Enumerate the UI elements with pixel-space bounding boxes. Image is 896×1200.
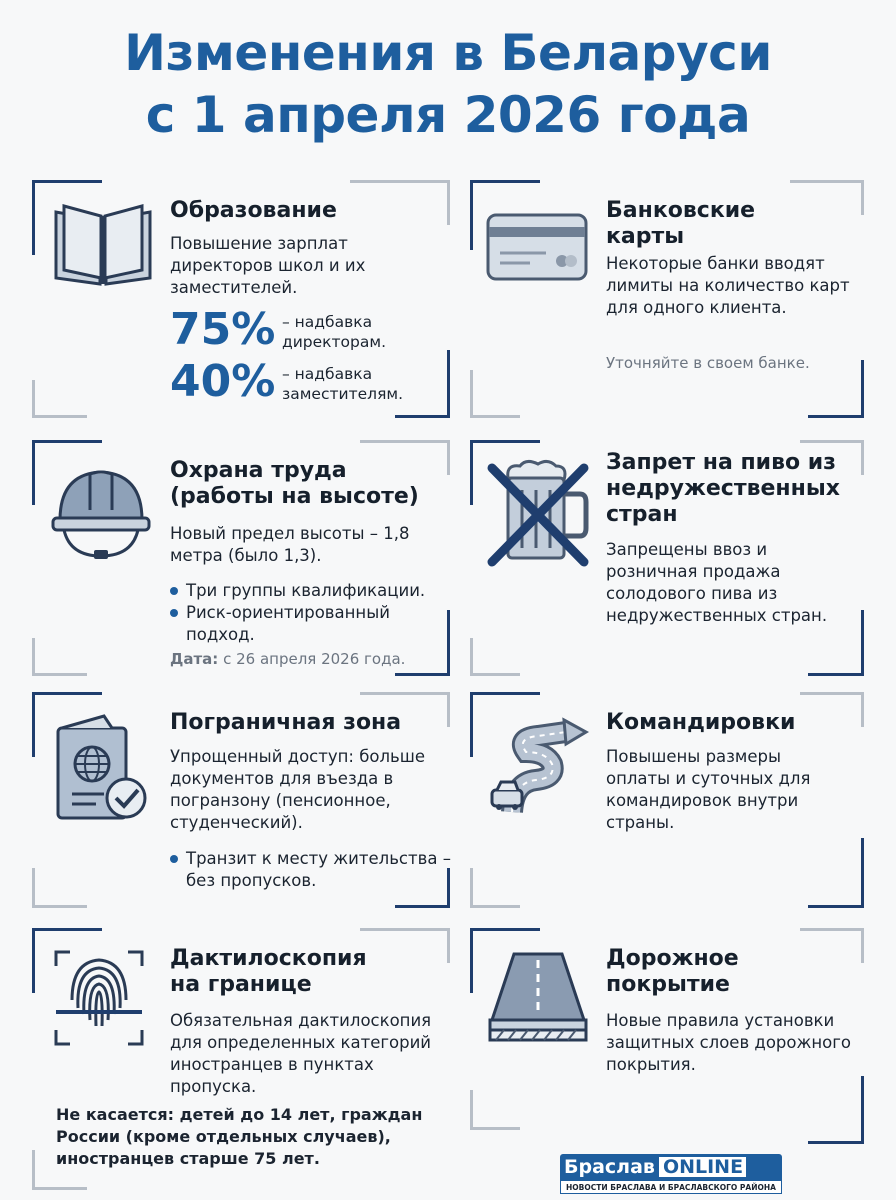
- safety-heading-line-1: Охрана труда: [170, 458, 347, 483]
- border-text: Упрощенный доступ: больше документов для въезда в погранзону (пенсионное, студенческий).: [170, 747, 426, 832]
- education-pct-directors: 75%: [170, 304, 276, 355]
- road-surface-icon: [486, 950, 590, 1044]
- education-pct-deputies-label: – надбавка заместителям.: [282, 365, 404, 403]
- bank-text: Некоторые банки вводят лимиты на количество карт для одного клиента.: [606, 254, 850, 317]
- safety-bullet-1: Три группы квалификации.: [170, 580, 456, 602]
- title-line-1: Изменения в Беларуси: [124, 24, 772, 82]
- trips-heading: Командировки: [606, 710, 796, 735]
- open-book-icon: [48, 200, 158, 290]
- finger-exempt: Не касается: детей до 14 лет, граждан России (кроме отдельных случаев), иностранцев старше 75 лет.: [56, 1105, 423, 1168]
- border-heading: Пограничная зона: [170, 710, 402, 735]
- title-line-2: с 1 апреля 2026 года: [145, 86, 751, 144]
- education-pct-deputies: 40%: [170, 356, 276, 407]
- logo-part-1: Браслав: [564, 1156, 655, 1178]
- passport-icon: [52, 712, 152, 822]
- safety-date: [170, 648, 405, 670]
- finger-heading-line-1: Дактилоскопия: [170, 946, 367, 971]
- trips-text: Повышены размеры оплаты и суточных для командировок внутри страны.: [606, 747, 811, 832]
- safety-date-value: с 26 апреля 2026 года.: [223, 650, 406, 668]
- border-bullet-1: Транзит к месту жительства – без пропусков.: [170, 848, 456, 892]
- safety-bullet-2: Риск-ориентированный подход.: [170, 602, 446, 646]
- logo-part-2: ONLINE: [657, 1155, 748, 1179]
- safety-text: Новый предел высоты – 1,8 метра (было 1,3).: [170, 524, 410, 565]
- education-heading: Образование: [170, 198, 337, 223]
- page-title: [0, 22, 896, 146]
- education-text: Повышение зарплат директоров школ и их заместителей.: [170, 234, 366, 297]
- road-heading-line-2: покрытие: [606, 972, 730, 997]
- safety-date-label: Дата:: [170, 650, 219, 668]
- road-text: Новые правила установки защитных слоев дорожного покрытия.: [606, 1011, 852, 1074]
- finger-heading-line-2: на границе: [170, 972, 312, 997]
- beer-text: Запрещены ввоз и розничная продажа солодового пива из недружественных стран.: [606, 540, 828, 625]
- hard-hat-icon: [50, 462, 152, 562]
- education-pct-directors-label: – надбавка директорам.: [282, 313, 386, 351]
- bank-heading-line-1: Банковские: [606, 198, 756, 223]
- braslav-online-logo: [560, 1154, 782, 1194]
- road-heading-line-1: Дорожное: [606, 946, 739, 971]
- beer-heading-line-3: стран: [606, 502, 678, 527]
- bank-heading-line-2: карты: [606, 224, 685, 249]
- road-car-icon: [486, 712, 590, 816]
- crossed-beer-icon: [484, 458, 594, 568]
- beer-heading-line-1: Запрет на пиво из: [606, 450, 836, 475]
- bank-note: Уточняйте в своем банке.: [606, 354, 810, 372]
- finger-text: Обязательная дактилоскопия для определенных категорий иностранцев в пунктах пропуска.: [170, 1011, 432, 1096]
- fingerprint-icon: [52, 948, 146, 1048]
- logo-subtitle: НОВОСТИ БРАСЛАВА И БРАСЛАВСКОГО РАЙОНА: [560, 1180, 782, 1194]
- bank-card-icon: [486, 213, 588, 281]
- safety-heading-line-2: (работы на высоте): [170, 484, 419, 509]
- beer-heading-line-2: недружественных: [606, 476, 840, 501]
